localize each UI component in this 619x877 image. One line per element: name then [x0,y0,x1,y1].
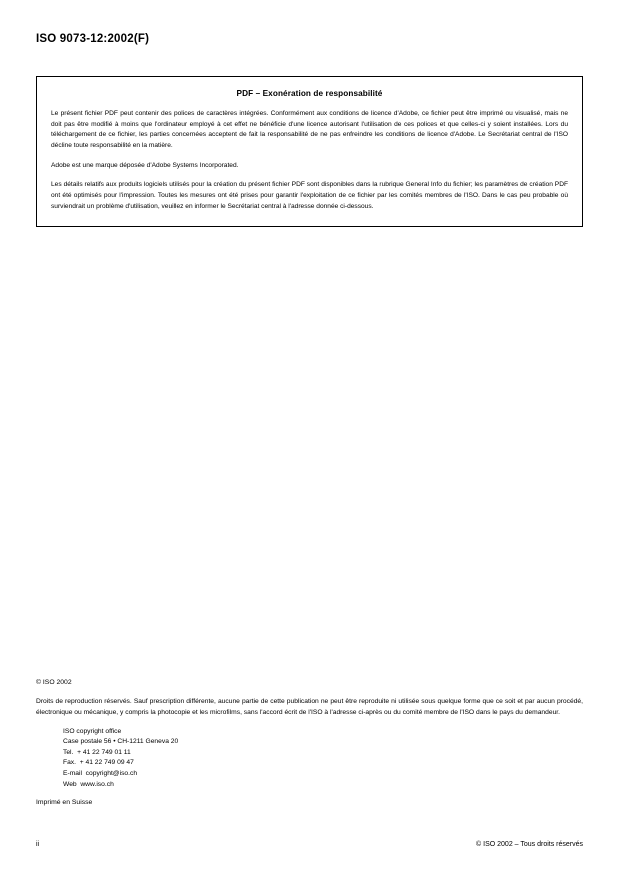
iso-copyright-address [63,727,583,790]
page-footer [36,841,583,848]
disclaimer-paragraph-2: Adobe est une marque déposée d'Adobe Systems Incorporated. [51,161,239,169]
printed-in-line: Imprimé en Suisse [36,799,93,807]
address-tel: Tel. + 41 22 749 01 11 [63,748,131,756]
copyright-notice: © ISO 2002 [36,679,72,686]
pdf-disclaimer-box [36,76,583,227]
page-number: ii [36,841,40,848]
reproduction-rights-paragraph: Droits de reproduction réservés. Sauf prescription différente, aucune partie de cette publication ne peut être reproduite ni utilisée sous quelque forme que ce soit et par aucun procédé, électronique ou mécanique, y compris la photocopie et les microfilms, sans l'accord écrit de l'ISO à l'adresse ci-après ou du comité membre de l'ISO dans le pays du demandeur. [36,698,583,716]
disclaimer-paragraph-1: Le présent fichier PDF peut contenir des polices de caractères intégrées. Conformément aux conditions de licence d'Adobe, ce fichier peut être imprimé ou visualisé, mais ne doit pas être modifié à moins que l'ordinateur employé à cet effet ne bénéficie d'une licence autorisant l'utilisation de ces polices et que celles-ci y soient installées. Lors du téléchargement de ce fichier, les parties concernées acceptent de fait la responsabilité de ne pas enfreindre les conditions de licence d'Adobe. Le Secrétariat central de l'ISO décline toute responsabilité en la matière. [51,110,568,150]
address-email: E-mail copyright@iso.ch [63,770,138,777]
footer-rights-reserved: © ISO 2002 – Tous droits réservés [476,841,583,848]
copyright-block [36,679,583,806]
address-postal: Case postale 56 • CH-1211 Geneva 20 [63,738,179,746]
disclaimer-title: PDF – Exonération de responsabilité [236,89,383,98]
page-header-standard-ref: ISO 9073-12:2002(F) [36,33,150,45]
address-office: ISO copyright office [63,727,122,735]
address-web: Web www.iso.ch [63,780,114,788]
address-fax: Fax. + 41 22 749 09 47 [63,759,134,767]
disclaimer-paragraph-3: Les détails relatifs aux produits logiciels utilisés pour la création du présent fichier PDF sont disponibles dans la rubrique General Info du fichier; les paramètres de création PDF ont été optimisés pour l'impression. Toutes les mesures ont été prises pour garantir l'exploitation de ce fichier par les comités membres de l'ISO. Dans le cas peu probable où surviendrait un problème d'utilisation, veuillez en informer le Secrétariat central à l'adresse donnée ci-dessous. [51,181,568,210]
